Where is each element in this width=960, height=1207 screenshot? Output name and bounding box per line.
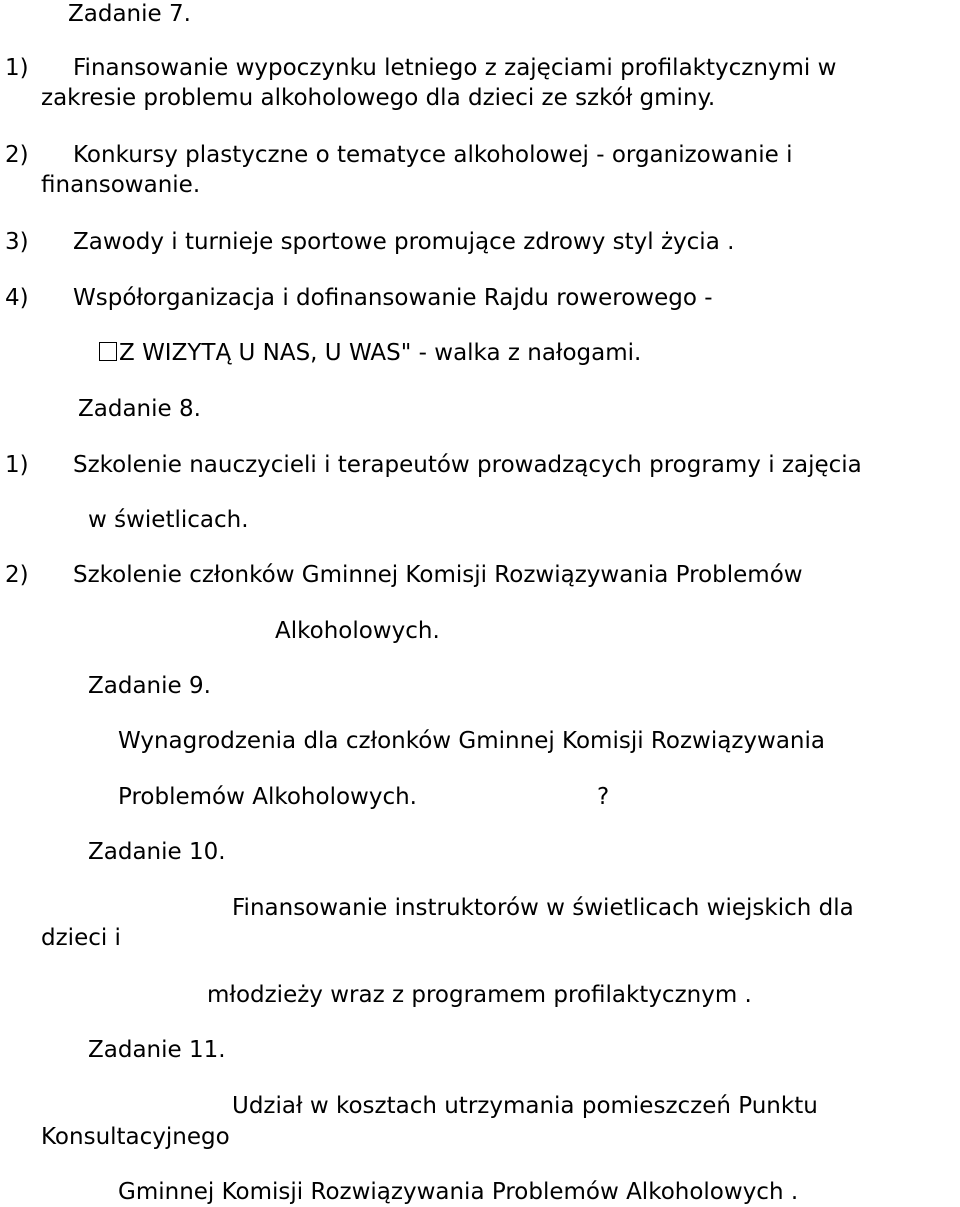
z11-line-1-continued: Konsultacyjnego xyxy=(41,1124,230,1150)
z10-line-2: młodzieży wraz z programem profilaktycznym . xyxy=(207,982,752,1008)
z8-item-1-number: 1) xyxy=(5,452,29,478)
z7-item-3-text: Zawody i turnieje sportowe promujące zdrowy styl życia . xyxy=(73,229,735,255)
z7-item-4-text-2: Z WIZYTĄ U NAS, U WAS" - walka z nałogami. xyxy=(119,340,642,366)
checkbox-glyph-icon xyxy=(99,342,117,361)
z7-item-2-number: 2) xyxy=(5,142,29,168)
z8-item-1-text: Szkolenie nauczycieli i terapeutów prowadzących programy i zajęcia xyxy=(73,452,862,478)
z10-line-1: Finansowanie instruktorów w świetlicach wiejskich dla xyxy=(232,895,854,921)
z8-item-2-number: 2) xyxy=(5,562,29,588)
z7-item-1-line-2: zakresie problemu alkoholowego dla dzieci ze szkół gminy. xyxy=(41,85,716,111)
zadanie-10-heading: Zadanie 10. xyxy=(88,839,226,865)
z9-line-1: Wynagrodzenia dla członków Gminnej Komisji Rozwiązywania xyxy=(118,728,825,754)
z7-item-1-line-1 xyxy=(5,54,836,82)
z8-item-1-line-2: w świetlicach. xyxy=(88,507,249,533)
zadanie-8-heading: Zadanie 8. xyxy=(78,396,201,422)
z7-item-3-number: 3) xyxy=(5,229,29,255)
z7-item-3-line-1 xyxy=(5,228,734,256)
z10-line-1-continued: dzieci i xyxy=(41,925,121,951)
z8-item-2-line-1 xyxy=(5,561,803,589)
z8-item-2-text: Szkolenie członków Gminnej Komisji Rozwiązywania Problemów xyxy=(73,562,803,588)
zadanie-11-heading: Zadanie 11. xyxy=(88,1037,226,1063)
z7-item-4-number: 4) xyxy=(5,285,29,311)
zadanie-7-heading: Zadanie 7. xyxy=(68,1,191,27)
z7-item-4-line-1 xyxy=(5,284,713,312)
z7-item-2-line-1 xyxy=(5,141,792,169)
z7-item-1-number: 1) xyxy=(5,55,29,81)
z8-item-2-line-2: Alkoholowych. xyxy=(275,618,440,644)
z9-question-mark: ? xyxy=(597,784,610,810)
z7-item-2-line-2: finansowanie. xyxy=(41,172,201,198)
z7-item-1-text: Finansowanie wypoczynku letniego z zajęciami profilaktycznymi w xyxy=(73,55,837,81)
z7-item-4-text: Współorganizacja i dofinansowanie Rajdu rowerowego - xyxy=(73,285,713,311)
z11-line-1: Udział w kosztach utrzymania pomieszczeń Punktu xyxy=(232,1093,818,1119)
zadanie-9-heading: Zadanie 9. xyxy=(88,673,211,699)
z7-item-4-line-2 xyxy=(99,339,641,367)
z7-item-2-text: Konkursy plastyczne o tematyce alkoholowej - organizowanie i xyxy=(73,142,793,168)
z11-line-2: Gminnej Komisji Rozwiązywania Problemów Alkoholowych . xyxy=(118,1179,799,1205)
z9-line-2: Problemów Alkoholowych. xyxy=(118,784,417,810)
z8-item-1-line-1 xyxy=(5,451,862,479)
